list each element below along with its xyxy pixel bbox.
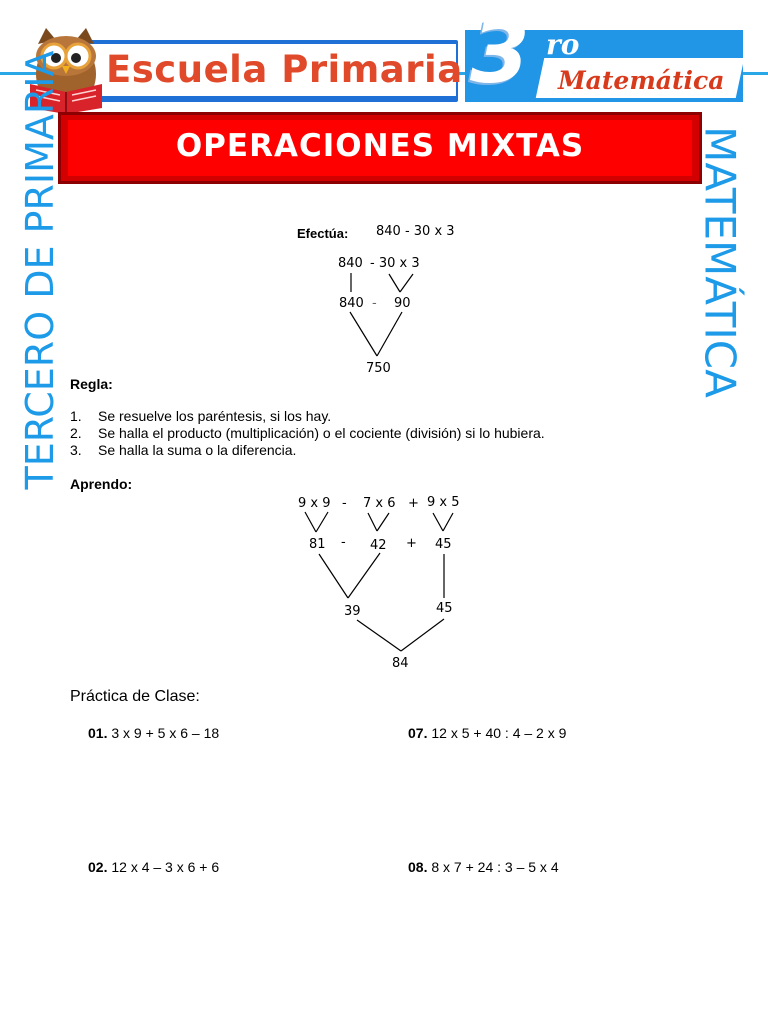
exercise-number: 02.: [88, 859, 108, 875]
rule-item-number: 3.: [70, 442, 82, 458]
practice-title: Práctica de Clase:: [70, 688, 200, 705]
rule-item: [70, 425, 545, 442]
example-tree-operator: -: [372, 296, 377, 311]
rule-item-number: 1.: [70, 408, 82, 424]
example-tree-partial: 840: [339, 296, 364, 311]
exercise-number: 07.: [408, 725, 428, 741]
exercise-item: [408, 859, 559, 875]
rule-item-text: Se halla el producto (multiplicación) o el cociente (división) si lo hubiera.: [98, 425, 545, 441]
learn-tree-term: 9 x 5: [427, 495, 460, 510]
learn-tree-subtotal: 45: [436, 601, 453, 616]
subject-label: Matemática: [558, 66, 725, 95]
rule-list: [70, 408, 545, 459]
learn-tree-operator: -: [342, 496, 347, 511]
exercise-expression: 12 x 4 – 3 x 6 + 6: [107, 859, 220, 875]
learn-tree-subtotal: 39: [344, 604, 361, 619]
example-expression: 840 - 30 x 3: [376, 224, 455, 239]
rule-item-text: Se halla la suma o la diferencia.: [98, 442, 297, 458]
grade-number: 3: [470, 3, 530, 103]
exercise-number: 08.: [408, 859, 428, 875]
learn-tree-term: 7 x 6: [363, 496, 396, 511]
learn-tree-operator: +: [406, 536, 417, 551]
example-tree-lines: [330, 268, 430, 368]
learn-label: Aprendo:: [70, 476, 133, 492]
exercise-expression: 12 x 5 + 40 : 4 – 2 x 9: [427, 725, 567, 741]
learn-tree-partial: 42: [370, 538, 387, 553]
brand-title: Escuela Primaria: [106, 48, 463, 91]
rule-item: [70, 442, 545, 459]
learn-tree-partial: 45: [435, 537, 452, 552]
learn-tree-lines: [290, 508, 470, 658]
exercise-item: [408, 725, 566, 741]
rule-item-number: 2.: [70, 425, 82, 441]
learn-tree-operator: -: [341, 535, 346, 550]
exercise-expression: 3 x 9 + 5 x 6 – 18: [107, 725, 220, 741]
example-tree-term: 840: [338, 256, 363, 271]
rule-item-text: Se resuelve los paréntesis, si los hay.: [98, 408, 332, 424]
exercise-item: [88, 859, 219, 875]
example-tree-partial: 90: [394, 296, 411, 311]
example-tree-result: 750: [366, 361, 391, 376]
learn-tree-final: 84: [392, 656, 409, 671]
side-label-subject: MATEMÁTICA: [695, 126, 745, 398]
exercise-number: 01.: [88, 725, 108, 741]
side-label-grade: TERCERO DE PRIMARIA: [18, 50, 62, 490]
learn-tree-term: 9 x 9: [298, 496, 331, 511]
grade-suffix: ro: [546, 28, 580, 61]
exercise-expression: 8 x 7 + 24 : 3 – 5 x 4: [427, 859, 559, 875]
rule-item: [70, 408, 545, 425]
page-title: OPERACIONES MIXTAS: [175, 128, 585, 164]
learn-tree-operator: +: [408, 496, 419, 511]
learn-tree-partial: 81: [309, 537, 326, 552]
example-label: Efectúa:: [297, 226, 349, 241]
exercise-item: [88, 725, 219, 741]
example-tree-term: - 30 x 3: [370, 256, 420, 271]
rule-label: Regla:: [70, 376, 113, 392]
